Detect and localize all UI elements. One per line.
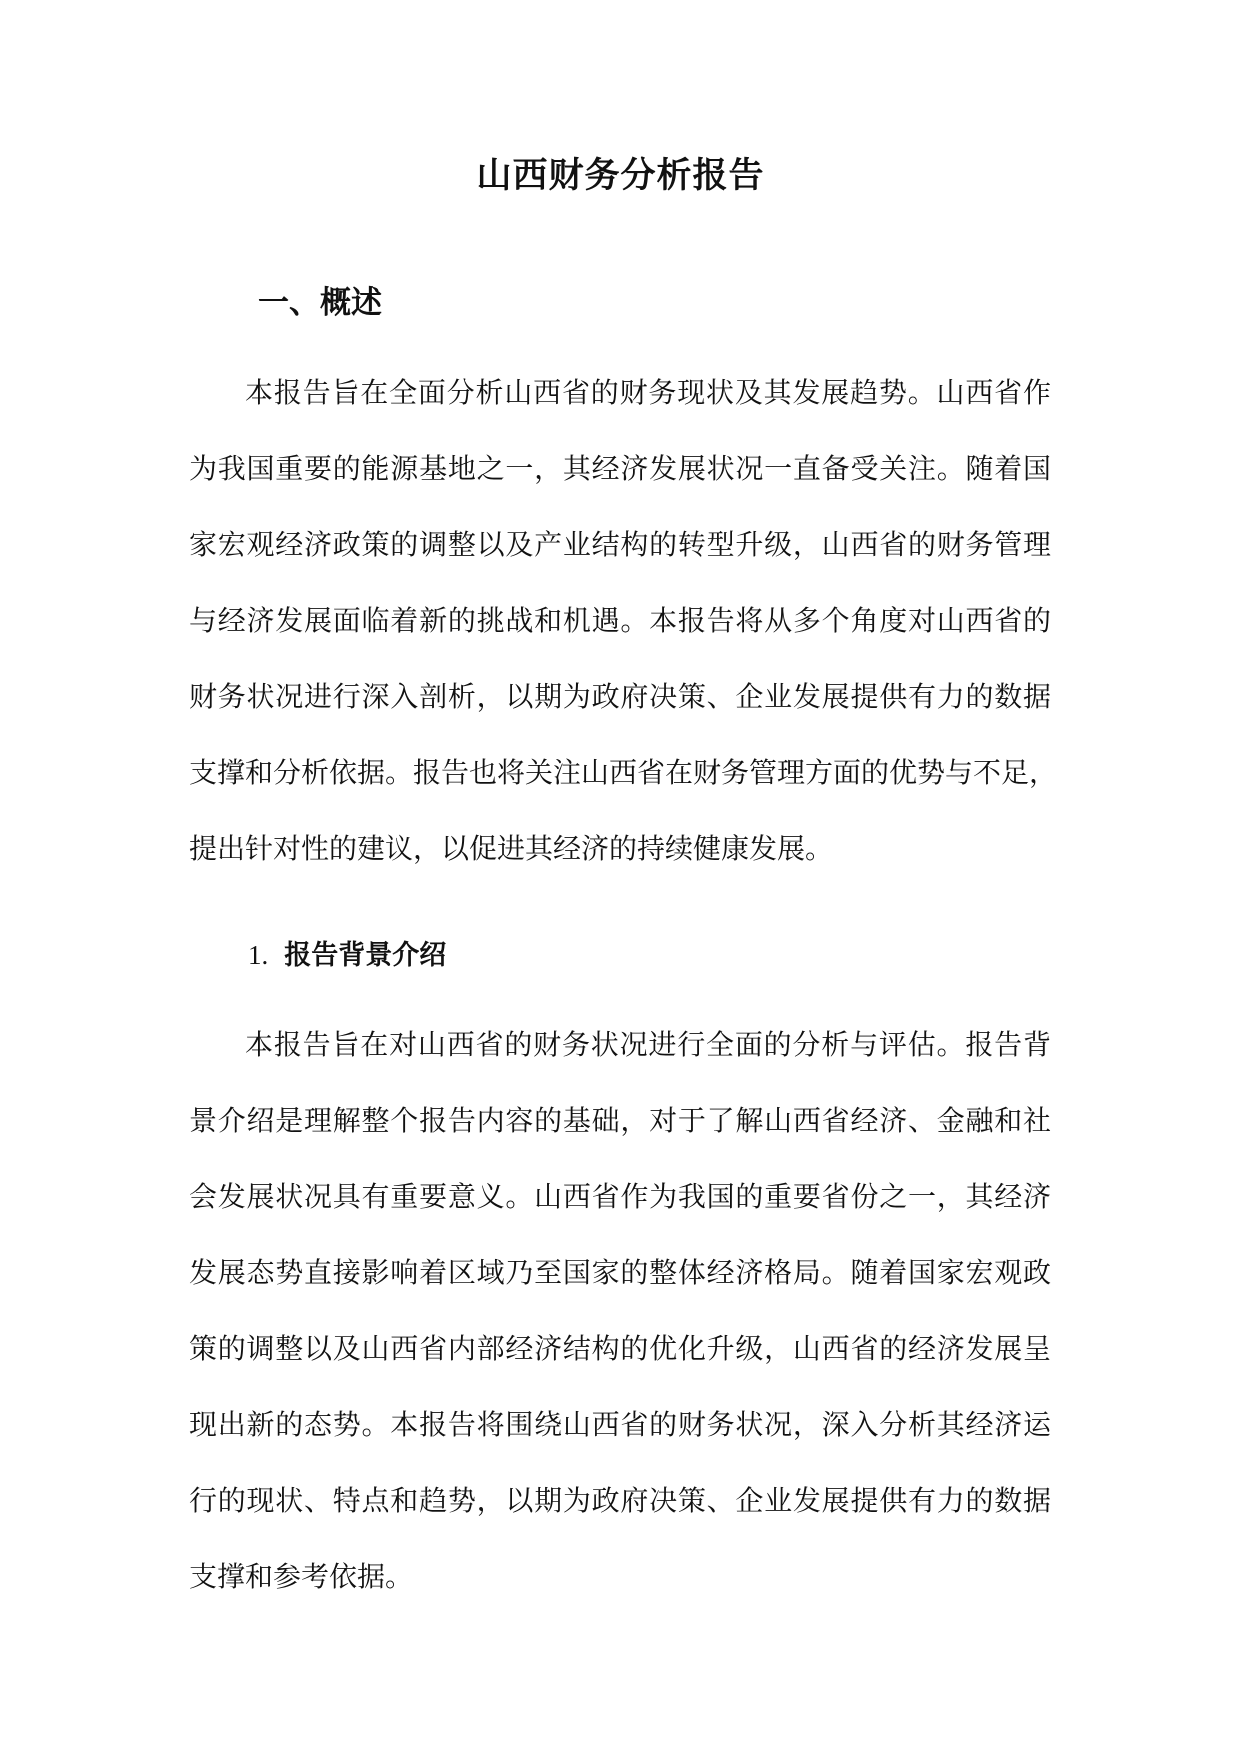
paragraph-line: 与经济发展面临着新的挑战和机遇。本报告将从多个角度对山西省的 — [189, 604, 1051, 637]
paragraph-line: 为我国重要的能源基地之一，其经济发展状况一直备受关注。随着国 — [189, 452, 1051, 485]
paragraph-line: 提出针对性的建议，以促进其经济的持续健康发展。 — [189, 832, 834, 865]
background-paragraph — [189, 1007, 1051, 1615]
subsection-title: 报告背景介绍 — [284, 940, 447, 971]
paragraph-line: 财务状况进行深入剖析，以期为政府决策、企业发展提供有力的数据 — [189, 680, 1051, 713]
paragraph-line: 支撑和参考依据。 — [189, 1560, 414, 1593]
paragraph-line: 发展态势直接影响着区域乃至国家的整体经济格局。随着国家宏观政 — [189, 1256, 1051, 1289]
paragraph-line: 会发展状况具有重要意义。山西省作为我国的重要省份之一，其经济 — [189, 1180, 1051, 1213]
paragraph-line: 行的现状、特点和趋势，以期为政府决策、企业发展提供有力的数据 — [189, 1484, 1051, 1517]
document-title: 山西财务分析报告 — [476, 156, 765, 196]
paragraph-line: 本报告旨在全面分析山西省的财务现状及其发展趋势。山西省作 — [245, 376, 1051, 409]
paragraph-line: 景介绍是理解整个报告内容的基础，对于了解山西省经济、金融和社 — [189, 1104, 1051, 1137]
section-heading-overview: 一、概述 — [258, 285, 382, 321]
paragraph-line: 支撑和分析依据。报告也将关注山西省在财务管理方面的优势与不足， — [189, 756, 1058, 789]
paragraph-line: 本报告旨在对山西省的财务状况进行全面的分析与评估。报告背 — [245, 1028, 1051, 1061]
subsection-number: 1. — [248, 940, 269, 970]
overview-paragraph — [189, 355, 1058, 887]
paragraph-line: 现出新的态势。本报告将围绕山西省的财务状况，深入分析其经济运 — [189, 1408, 1051, 1441]
subsection-heading-background — [248, 935, 446, 976]
paragraph-line: 家宏观经济政策的调整以及产业结构的转型升级，山西省的财务管理 — [189, 528, 1051, 561]
paragraph-line: 策的调整以及山西省内部经济结构的优化升级，山西省的经济发展呈 — [189, 1332, 1051, 1365]
